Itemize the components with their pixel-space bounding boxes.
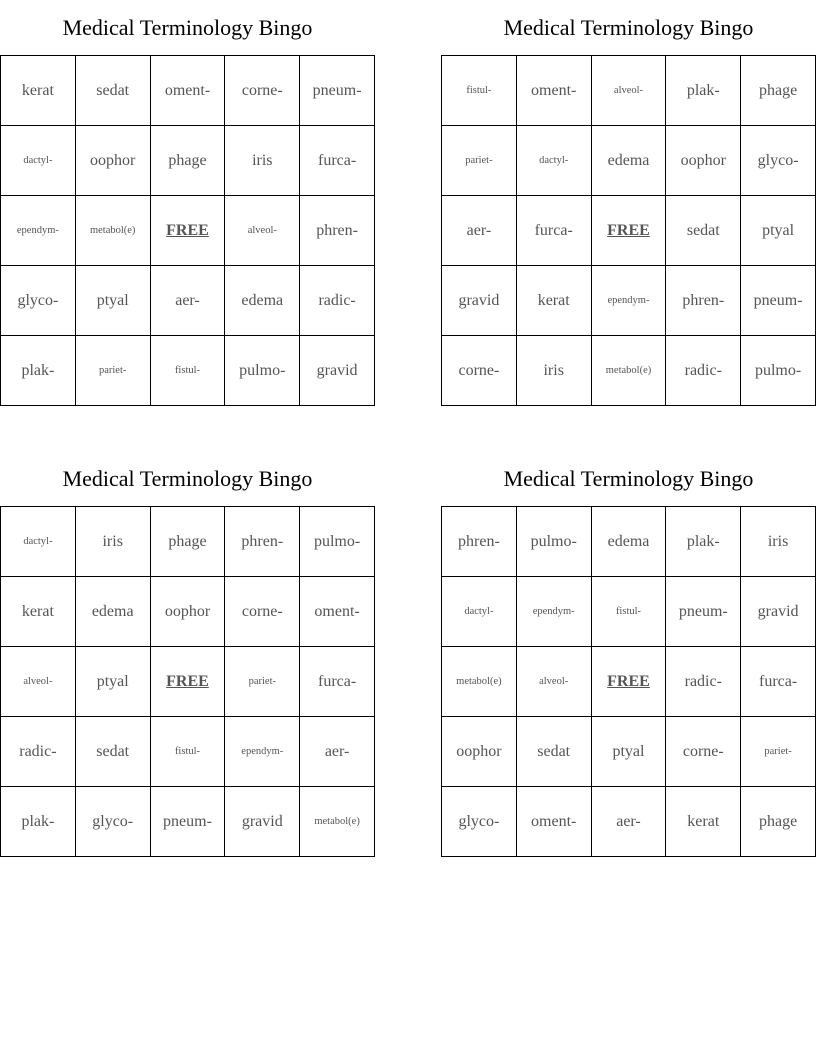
bingo-cell: aer- [151, 266, 226, 336]
bingo-cell: ptyal [76, 647, 151, 717]
bingo-cell: ependym- [592, 266, 667, 336]
free-space-cell: FREE [592, 196, 667, 266]
bingo-cell: oophor [666, 126, 741, 196]
bingo-cell: oophor [151, 577, 226, 647]
bingo-card-2 [441, 0, 816, 406]
bingo-cell: pulmo- [517, 507, 592, 577]
bingo-cell: phren- [442, 507, 517, 577]
bingo-cell: kerat [666, 787, 741, 857]
bingo-cell: sedat [76, 56, 151, 126]
bingo-cell: plak- [1, 336, 76, 406]
bingo-cell: phage [741, 56, 816, 126]
free-space-cell: FREE [151, 196, 226, 266]
bingo-cell: alveol- [225, 196, 300, 266]
bingo-cell: sedat [666, 196, 741, 266]
bingo-cell: furca- [741, 647, 816, 717]
bingo-grid [441, 55, 816, 406]
bingo-cell: kerat [1, 577, 76, 647]
bingo-cell: pariet- [442, 126, 517, 196]
bingo-cell: pulmo- [300, 507, 375, 577]
bingo-cell: phage [151, 507, 226, 577]
bingo-cell: aer- [300, 717, 375, 787]
bingo-cell: fistul- [151, 717, 226, 787]
bingo-cell: dactyl- [442, 577, 517, 647]
bingo-cell: iris [76, 507, 151, 577]
bingo-cell: dactyl- [1, 507, 76, 577]
bingo-cell: gravid [225, 787, 300, 857]
bingo-cell: pariet- [76, 336, 151, 406]
bingo-card-1 [0, 0, 375, 406]
bingo-cell: oment- [517, 787, 592, 857]
bingo-cell: metabol(e) [592, 336, 667, 406]
bingo-grid [441, 506, 816, 857]
card-title: Medical Terminology Bingo [503, 466, 754, 491]
bingo-cell: corne- [225, 577, 300, 647]
bingo-cell: glyco- [442, 787, 517, 857]
bingo-cell: pulmo- [225, 336, 300, 406]
bingo-grid [0, 55, 375, 406]
free-space-cell: FREE [592, 647, 667, 717]
bingo-cell: fistul- [442, 56, 517, 126]
bingo-cell: furca- [300, 647, 375, 717]
bingo-cell: pneum- [666, 577, 741, 647]
bingo-cell: phren- [666, 266, 741, 336]
bingo-cell: furca- [300, 126, 375, 196]
bingo-cell: ependym- [517, 577, 592, 647]
bingo-cell: phren- [225, 507, 300, 577]
bingo-cell: oophor [442, 717, 517, 787]
bingo-cell: metabol(e) [76, 196, 151, 266]
bingo-cell: alveol- [517, 647, 592, 717]
bingo-cell: corne- [666, 717, 741, 787]
free-space-cell: FREE [151, 647, 226, 717]
bingo-cell: dactyl- [1, 126, 76, 196]
card-title: Medical Terminology Bingo [62, 15, 313, 40]
bingo-cell: oment- [300, 577, 375, 647]
bingo-cell: metabol(e) [442, 647, 517, 717]
bingo-cell: ptyal [741, 196, 816, 266]
bingo-cell: fistul- [592, 577, 667, 647]
bingo-cell: ptyal [76, 266, 151, 336]
bingo-cell: pneum- [300, 56, 375, 126]
card-title: Medical Terminology Bingo [503, 15, 754, 40]
bingo-cell: glyco- [76, 787, 151, 857]
bingo-cell: aer- [442, 196, 517, 266]
bingo-cell: ependym- [1, 196, 76, 266]
bingo-cell: fistul- [151, 336, 226, 406]
bingo-cell: iris [225, 126, 300, 196]
bingo-cell: oophor [76, 126, 151, 196]
bingo-cell: aer- [592, 787, 667, 857]
bingo-cell: corne- [225, 56, 300, 126]
bingo-cell: glyco- [741, 126, 816, 196]
bingo-cell: oment- [151, 56, 226, 126]
bingo-cell: edema [225, 266, 300, 336]
bingo-cell: edema [592, 126, 667, 196]
bingo-cell: edema [592, 507, 667, 577]
bingo-cell: phage [151, 126, 226, 196]
bingo-cell: phren- [300, 196, 375, 266]
bingo-cell: dactyl- [517, 126, 592, 196]
bingo-cell: phage [741, 787, 816, 857]
bingo-cell: alveol- [592, 56, 667, 126]
bingo-cell: plak- [666, 507, 741, 577]
bingo-cell: plak- [1, 787, 76, 857]
bingo-grid [0, 506, 375, 857]
bingo-cell: sedat [76, 717, 151, 787]
bingo-cell: gravid [300, 336, 375, 406]
bingo-cell: pariet- [741, 717, 816, 787]
card-title: Medical Terminology Bingo [62, 466, 313, 491]
bingo-cell: metabol(e) [300, 787, 375, 857]
bingo-cell: corne- [442, 336, 517, 406]
bingo-cell: ependym- [225, 717, 300, 787]
bingo-cell: iris [741, 507, 816, 577]
bingo-cell: pneum- [151, 787, 226, 857]
bingo-card-3 [0, 451, 375, 857]
bingo-cell: gravid [741, 577, 816, 647]
bingo-cell: alveol- [1, 647, 76, 717]
bingo-card-4 [441, 451, 816, 857]
bingo-cell: pulmo- [741, 336, 816, 406]
bingo-cell: radic- [1, 717, 76, 787]
bingo-cell: kerat [1, 56, 76, 126]
bingo-cell: edema [76, 577, 151, 647]
bingo-cell: oment- [517, 56, 592, 126]
bingo-cell: radic- [666, 336, 741, 406]
bingo-cell: plak- [666, 56, 741, 126]
bingo-cell: sedat [517, 717, 592, 787]
bingo-cell: pariet- [225, 647, 300, 717]
bingo-cell: furca- [517, 196, 592, 266]
bingo-cell: kerat [517, 266, 592, 336]
bingo-cell: gravid [442, 266, 517, 336]
bingo-cell: radic- [300, 266, 375, 336]
bingo-cell: radic- [666, 647, 741, 717]
bingo-cell: pneum- [741, 266, 816, 336]
bingo-cell: ptyal [592, 717, 667, 787]
bingo-cell: glyco- [1, 266, 76, 336]
bingo-cell: iris [517, 336, 592, 406]
